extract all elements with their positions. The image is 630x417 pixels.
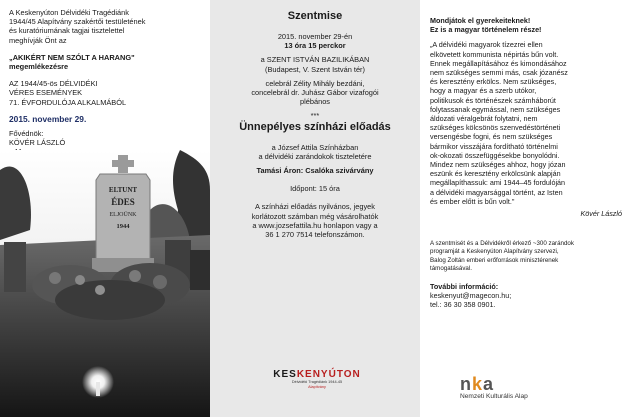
quote-line: Mindez nem szükséges ahhoz, hogy józan [430, 160, 566, 170]
organizer-note: programját a Keskenyúton Alapítvány szervezi, [430, 248, 559, 256]
stone-inscription: ELTUNT [108, 186, 138, 194]
quote-line: eszünk és keresztény erkölcsünk alapján [430, 169, 561, 179]
occasion-line: 71. ÉVFORDULÓJA ALKALMÁBÓL [9, 97, 127, 107]
mass-date: 2015. november 29-én [277, 32, 353, 41]
quote-signature: Kövér László [580, 209, 622, 219]
patron-line: Fővédnök: [9, 129, 44, 139]
play-time: Időpont: 15 óra [290, 184, 340, 194]
quote-line: és keresztény erkölcs. Nem szükséges, [430, 77, 557, 87]
quote-line: „A délvidéki magyarok tízezrei ellen [430, 40, 543, 50]
quote-block [430, 16, 622, 310]
organizer-note: A szentmisét és a Délvidékről érkező ~300 zarándok [430, 240, 574, 248]
quote-line: folytassanak egymással, nem szükséges [430, 104, 561, 114]
mass-heading: Szentmise [287, 10, 343, 22]
event-title: „AKIKÉRT NEM SZÓLT A HARANG" [9, 52, 135, 62]
column-left [0, 0, 210, 417]
patron-line: KÖVÉR LÁSZLÓ [9, 138, 66, 148]
stone-inscription: ÉDES [111, 197, 135, 207]
theatre-venue: a délvidéki zarándokok tiszteletére [258, 151, 372, 161]
quote-line: hogy a magyar és a szerb utókor, [430, 86, 537, 96]
ticket-info: a www.jozsefattila.hu honlapon vagy a [252, 220, 378, 230]
stone-inscription: 1944 [116, 223, 130, 230]
quote-line: politikusok és történészek számháborút [430, 95, 556, 105]
quote-line: szükséges kölcsönös szenvedéstörténeti [430, 123, 561, 133]
mass-time: 13 óra 15 perckor [284, 41, 346, 51]
quote-line: ok-okozati összefüggésekbe bonyolódni. [430, 150, 560, 160]
column-middle [210, 0, 420, 417]
organizer-note: támogatásával. [430, 264, 472, 272]
contact-phone[interactable]: tel.: 36 30 358 0901. [430, 300, 496, 310]
nka-label: Nemzeti Kulturális Alap [460, 393, 528, 400]
organizer-note: Balog Zoltán emberi erőforrások minisztérenek [430, 256, 559, 264]
logo-subtitle: Délvidéki Tragédiánk 1944-45 [291, 380, 343, 384]
intro-line: és kuratóriumának tagjai tisztelettel [9, 26, 125, 36]
quote-line: versengésbe fogni, és nem szükséges [430, 132, 553, 142]
theatre-heading: Ünnepélyes színházi előadás [239, 120, 391, 133]
program-text [216, 10, 414, 239]
mass-place: (Budapest, V. Szent István tér) [265, 64, 365, 74]
memorial-photo [0, 150, 210, 417]
quote-line: áldozati véralgebrát folytatni, nem [430, 114, 538, 124]
occasion-line: AZ 1944/45-ös DÉLVIDÉKI [9, 79, 98, 89]
quote-line: nem szükséges semmi más, csak józanész [430, 68, 568, 78]
logo-name-part: KENYÚTON [296, 369, 361, 380]
contact-email[interactable]: keskenyut@magecon.hu; [430, 291, 512, 301]
mass-place: a SZENT ISTVÁN BAZILIKÁBAN [260, 55, 370, 65]
column-right [420, 0, 630, 417]
theatre-venue: a József Attila Színházban [271, 142, 359, 152]
ticket-info: korlátozott számban még vásárolhatók [251, 211, 379, 221]
intro-line: 1944/45 Alapítvány szakértői testületének [9, 17, 146, 27]
celebrants: plébános [300, 97, 330, 107]
logo-subtitle: Alapítvány [308, 384, 326, 389]
intro-line: A Keskenyúton Délvidéki Tragédiánk [9, 8, 129, 17]
quote-heading: Ez is a magyar történelem része! [430, 25, 542, 35]
ticket-info: A színházi előadás nyilvános, jegyek [255, 202, 375, 212]
intro-line: meghívják Önt az [9, 35, 67, 45]
quote-heading: Mondjátok el gyerekeiteknek! [430, 16, 531, 25]
event-subtitle: megemlékezésre [9, 62, 69, 72]
quote-line: bármikor visszájára fordítható történelmi [430, 141, 558, 151]
occasion-line: VÉRES ESEMÉNYEK [9, 88, 83, 98]
nka-logo [460, 374, 600, 410]
contact-heading: További információ: [430, 282, 499, 292]
nka-mark-part: n [460, 374, 472, 394]
event-date: 2015. november 29. [9, 113, 87, 124]
celebrants: celebrál Zélity Mihály bezdáni, [265, 78, 365, 88]
ticket-info: 36 1 270 7514 telefonszámon. [265, 230, 365, 240]
keskenyuton-logo [272, 369, 362, 399]
play-title: Tamási Áron: Csalóka szivárvány [256, 166, 374, 176]
quote-line: a délvidéki magyarsággal történt, az Isten [430, 187, 563, 197]
quote-line: elkövetett kommunista népirtás bűn volt. [430, 49, 559, 59]
stone-inscription: ELJOÜNK [109, 212, 137, 218]
separator-stars: *** [310, 111, 320, 121]
celebrants: concelebrál dr. Juhász Gábor vizafogói [251, 88, 379, 98]
nka-mark-part: k [472, 374, 484, 394]
quote-line: és ember előtt is bűn volt." [430, 196, 515, 206]
nka-mark-part: a [483, 374, 495, 394]
quote-line: Ennek megállapításához és kimondásához [430, 58, 567, 68]
logo-name-part: KES [273, 369, 297, 380]
quote-line: megállapíthassuk: ami 1944–45 fordulóján [430, 178, 566, 188]
